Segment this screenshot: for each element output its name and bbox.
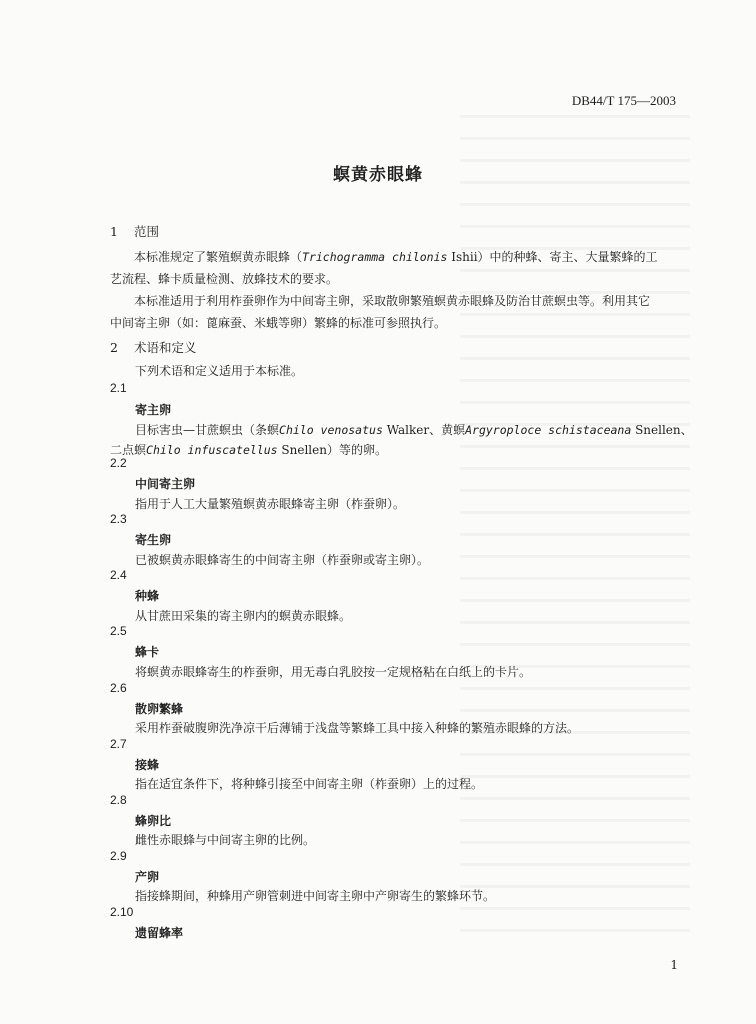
- term-definition: [135, 421, 693, 438]
- document-number: DB44/T 175—2003: [571, 93, 676, 108]
- term-number: 2.8: [110, 793, 127, 807]
- term-definition: 雌性赤眼蜂与中间寄主卵的比例。: [135, 833, 316, 847]
- text-run: 二点螟: [110, 443, 147, 457]
- term-title: 散卵繁蜂: [135, 702, 184, 716]
- section-2-heading: [110, 338, 197, 356]
- term-definition: 指在适宜条件下，将种蜂引接至中间寄主卵（柞蚕卵）上的过程。: [135, 777, 484, 791]
- term-definition: 从甘蔗田采集的寄主卵内的螟黄赤眼蜂。: [135, 609, 352, 623]
- text-run: 目标害虫—甘蔗螟虫（条螟: [135, 423, 280, 437]
- bleed-through-shadow: [460, 115, 693, 945]
- term-title: 种蜂: [135, 589, 160, 603]
- term-number: 2.9: [110, 849, 127, 863]
- section-number: 2: [110, 340, 118, 355]
- term-number: 2.10: [110, 905, 134, 919]
- text-run: Snellen、: [631, 423, 693, 437]
- term-number: 2.7: [110, 737, 127, 751]
- section-title: 范围: [134, 224, 160, 239]
- term-title: 蜂卡: [135, 645, 160, 659]
- term-definition: 将螟黄赤眼蜂寄生的柞蚕卵，用无毒白乳胶按一定规格粘在白纸上的卡片。: [135, 665, 532, 679]
- text-run: 本标准规定了繁殖螟黄赤眼蜂（: [134, 250, 303, 264]
- term-number: 2.6: [110, 681, 127, 695]
- page-title: 螟黄赤眼蜂: [333, 165, 423, 185]
- section-number: 1: [110, 224, 118, 239]
- term-number: 2.5: [110, 624, 127, 638]
- text-run: Walker、黄螟: [382, 423, 466, 437]
- scope-paragraph-1: [110, 246, 680, 268]
- term-number: 2.2: [110, 456, 127, 470]
- term-title: 产卵: [135, 870, 160, 884]
- text-run: Ishii）中的种蜂、寄主、大量繁蜂的工: [447, 250, 658, 264]
- scope-paragraph-2-cont: 中间寄主卵（如：蓖麻蚕、米蛾等卵）繁蜂的标准可参照执行。: [110, 316, 447, 330]
- term-definition: 指接蜂期间，种蜂用产卵管刺进中间寄主卵中产卵寄生的繁蜂环节。: [135, 889, 496, 903]
- scope-paragraph-2: 本标准适用于利用柞蚕卵作为中间寄主卵，采取散卵繁殖螟黄赤眼蜂及防治甘蔗螟虫等。利用其它: [134, 294, 651, 308]
- latin-name: Chilo venosatus: [279, 423, 383, 437]
- terms-intro: 下列术语和定义适用于本标准。: [135, 364, 304, 378]
- latin-name: Argyroploce schistaceana: [465, 423, 632, 437]
- page-number: 1: [670, 958, 678, 972]
- term-title: 接蜂: [135, 758, 160, 772]
- term-definition-cont: [110, 441, 387, 458]
- section-title: 术语和定义: [134, 340, 197, 355]
- term-title: 遗留蜂率: [135, 926, 184, 940]
- term-number: 2.3: [110, 512, 127, 526]
- term-title: 寄主卵: [135, 403, 172, 417]
- term-number: 2.1: [110, 381, 127, 395]
- scope-paragraph-1-cont: 艺流程、蜂卡质量检测、放蜂技术的要求。: [110, 272, 339, 286]
- term-definition: 指用于人工大量繁殖螟黄赤眼蜂寄主卵（柞蚕卵）。: [135, 497, 406, 511]
- term-title: 中间寄主卵: [135, 477, 196, 491]
- term-definition: 已被螟黄赤眼蜂寄生的中间寄主卵（柞蚕卵或寄主卵）。: [135, 553, 430, 567]
- term-title: 蜂卵比: [135, 814, 172, 828]
- text-run: Snellen）等的卵。: [277, 443, 387, 457]
- term-number: 2.4: [110, 568, 127, 582]
- latin-name: Chilo infuscatellus: [146, 443, 278, 457]
- section-1-heading: [110, 222, 159, 240]
- term-title: 寄生卵: [135, 533, 172, 547]
- term-definition: 采用柞蚕破腹卵洗净凉干后薄铺于浅盘等繁蜂工具中接入种蜂的繁殖赤眼蜂的方法。: [135, 721, 580, 735]
- latin-name: Trichogramma chilonis: [302, 250, 448, 264]
